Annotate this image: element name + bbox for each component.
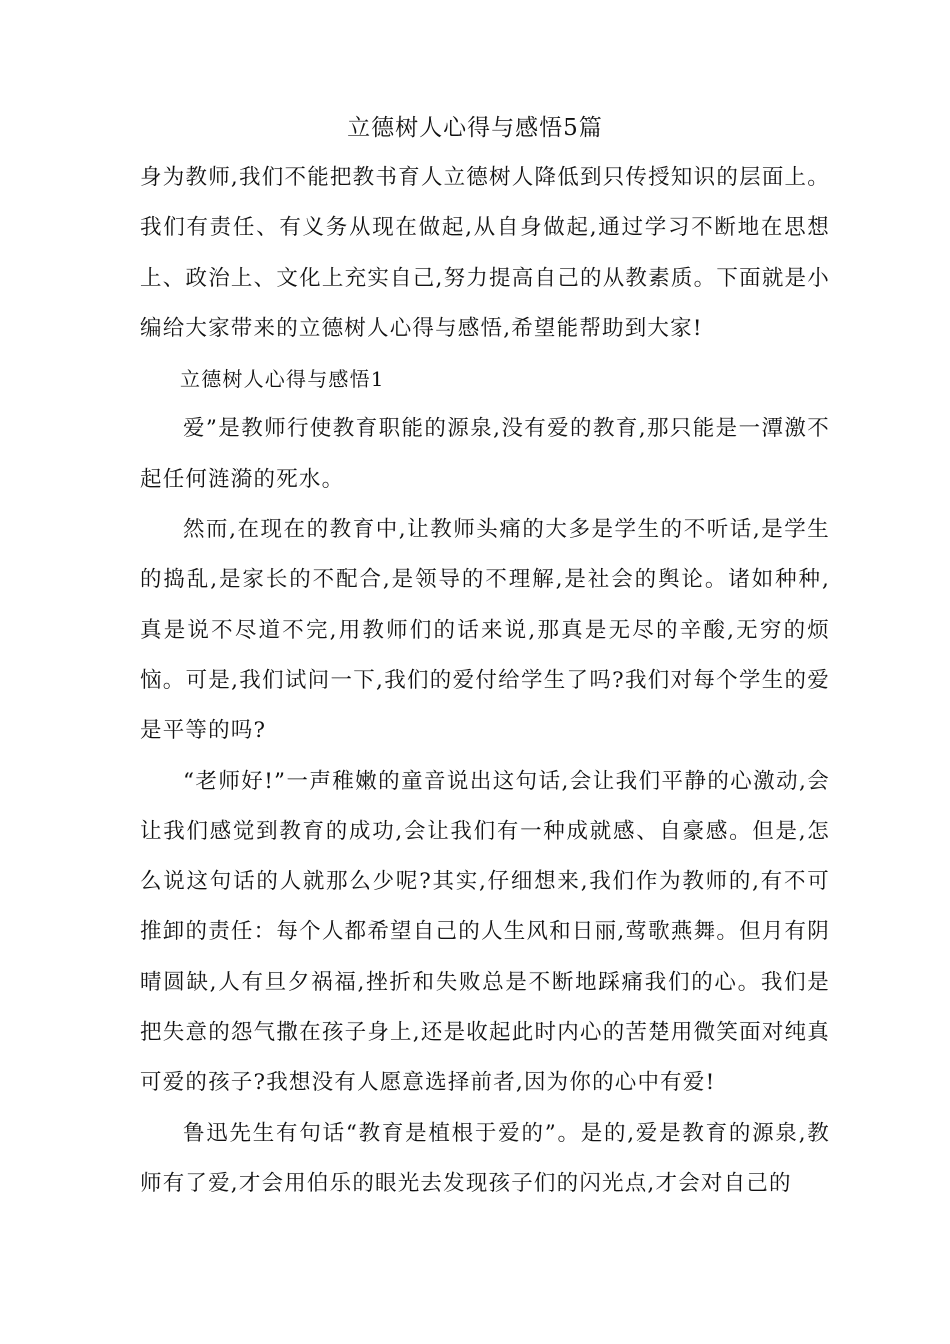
document-body: [140, 153, 830, 1209]
document-title: 立德树人心得与感悟5篇: [347, 115, 603, 141]
section-heading: 立德树人心得与感悟1: [180, 367, 385, 392]
body-paragraph: 鲁迅先生有句话“教育是植根于爱的”。是的,爱是教育的源泉,教师有了爱,才会用伯乐的眼光去发现孩子们的闪光点,才会对自己的: [140, 1120, 830, 1196]
intro-paragraph: 身为教师,我们不能把教书育人立德树人降低到只传授知识的层面上。我们有责任、有义务从现在做起,从自身做起,通过学习不断地在思想上、政治上、文化上充实自己,努力提高自己的从教素质。下面就是小编给大家带来的立德树人心得与感悟,希望能帮助到大家!: [140, 165, 830, 341]
body-paragraph: “老师好!”一声稚嫩的童音说出这句话,会让我们平静的心激动,会让我们感觉到教育的成功,会让我们有一种成就感、自豪感。但是,怎么说这句话的人就那么少呢?其实,仔细想来,我们作为教师的,有不可推卸的责任：每个人都希望自己的人生风和日丽,莺歌燕舞。但月有阴晴圆缺,人有旦夕祸福,挫折和失败总是不断地踩痛我们的心。我们是把失意的怨气撒在孩子身上,还是收起此时内心的苦楚用微笑面对纯真可爱的孩子?我想没有人愿意选择前者,因为你的心中有爱!: [140, 768, 830, 1096]
body-paragraph: 然而,在现在的教育中,让教师头痛的大多是学生的不听话,是学生的捣乱,是家长的不配合,是领导的不理解,是社会的舆论。诸如种种,真是说不尽道不完,用教师们的话来说,那真是无尽的辛酸,无穷的烦恼。可是,我们试问一下,我们的爱付给学生了吗?我们对每个学生的爱是平等的吗?: [140, 517, 830, 744]
body-paragraph: 爱”是教师行使教育职能的源泉,没有爱的教育,那只能是一潭激不起任何涟漪的死水。: [140, 416, 830, 492]
